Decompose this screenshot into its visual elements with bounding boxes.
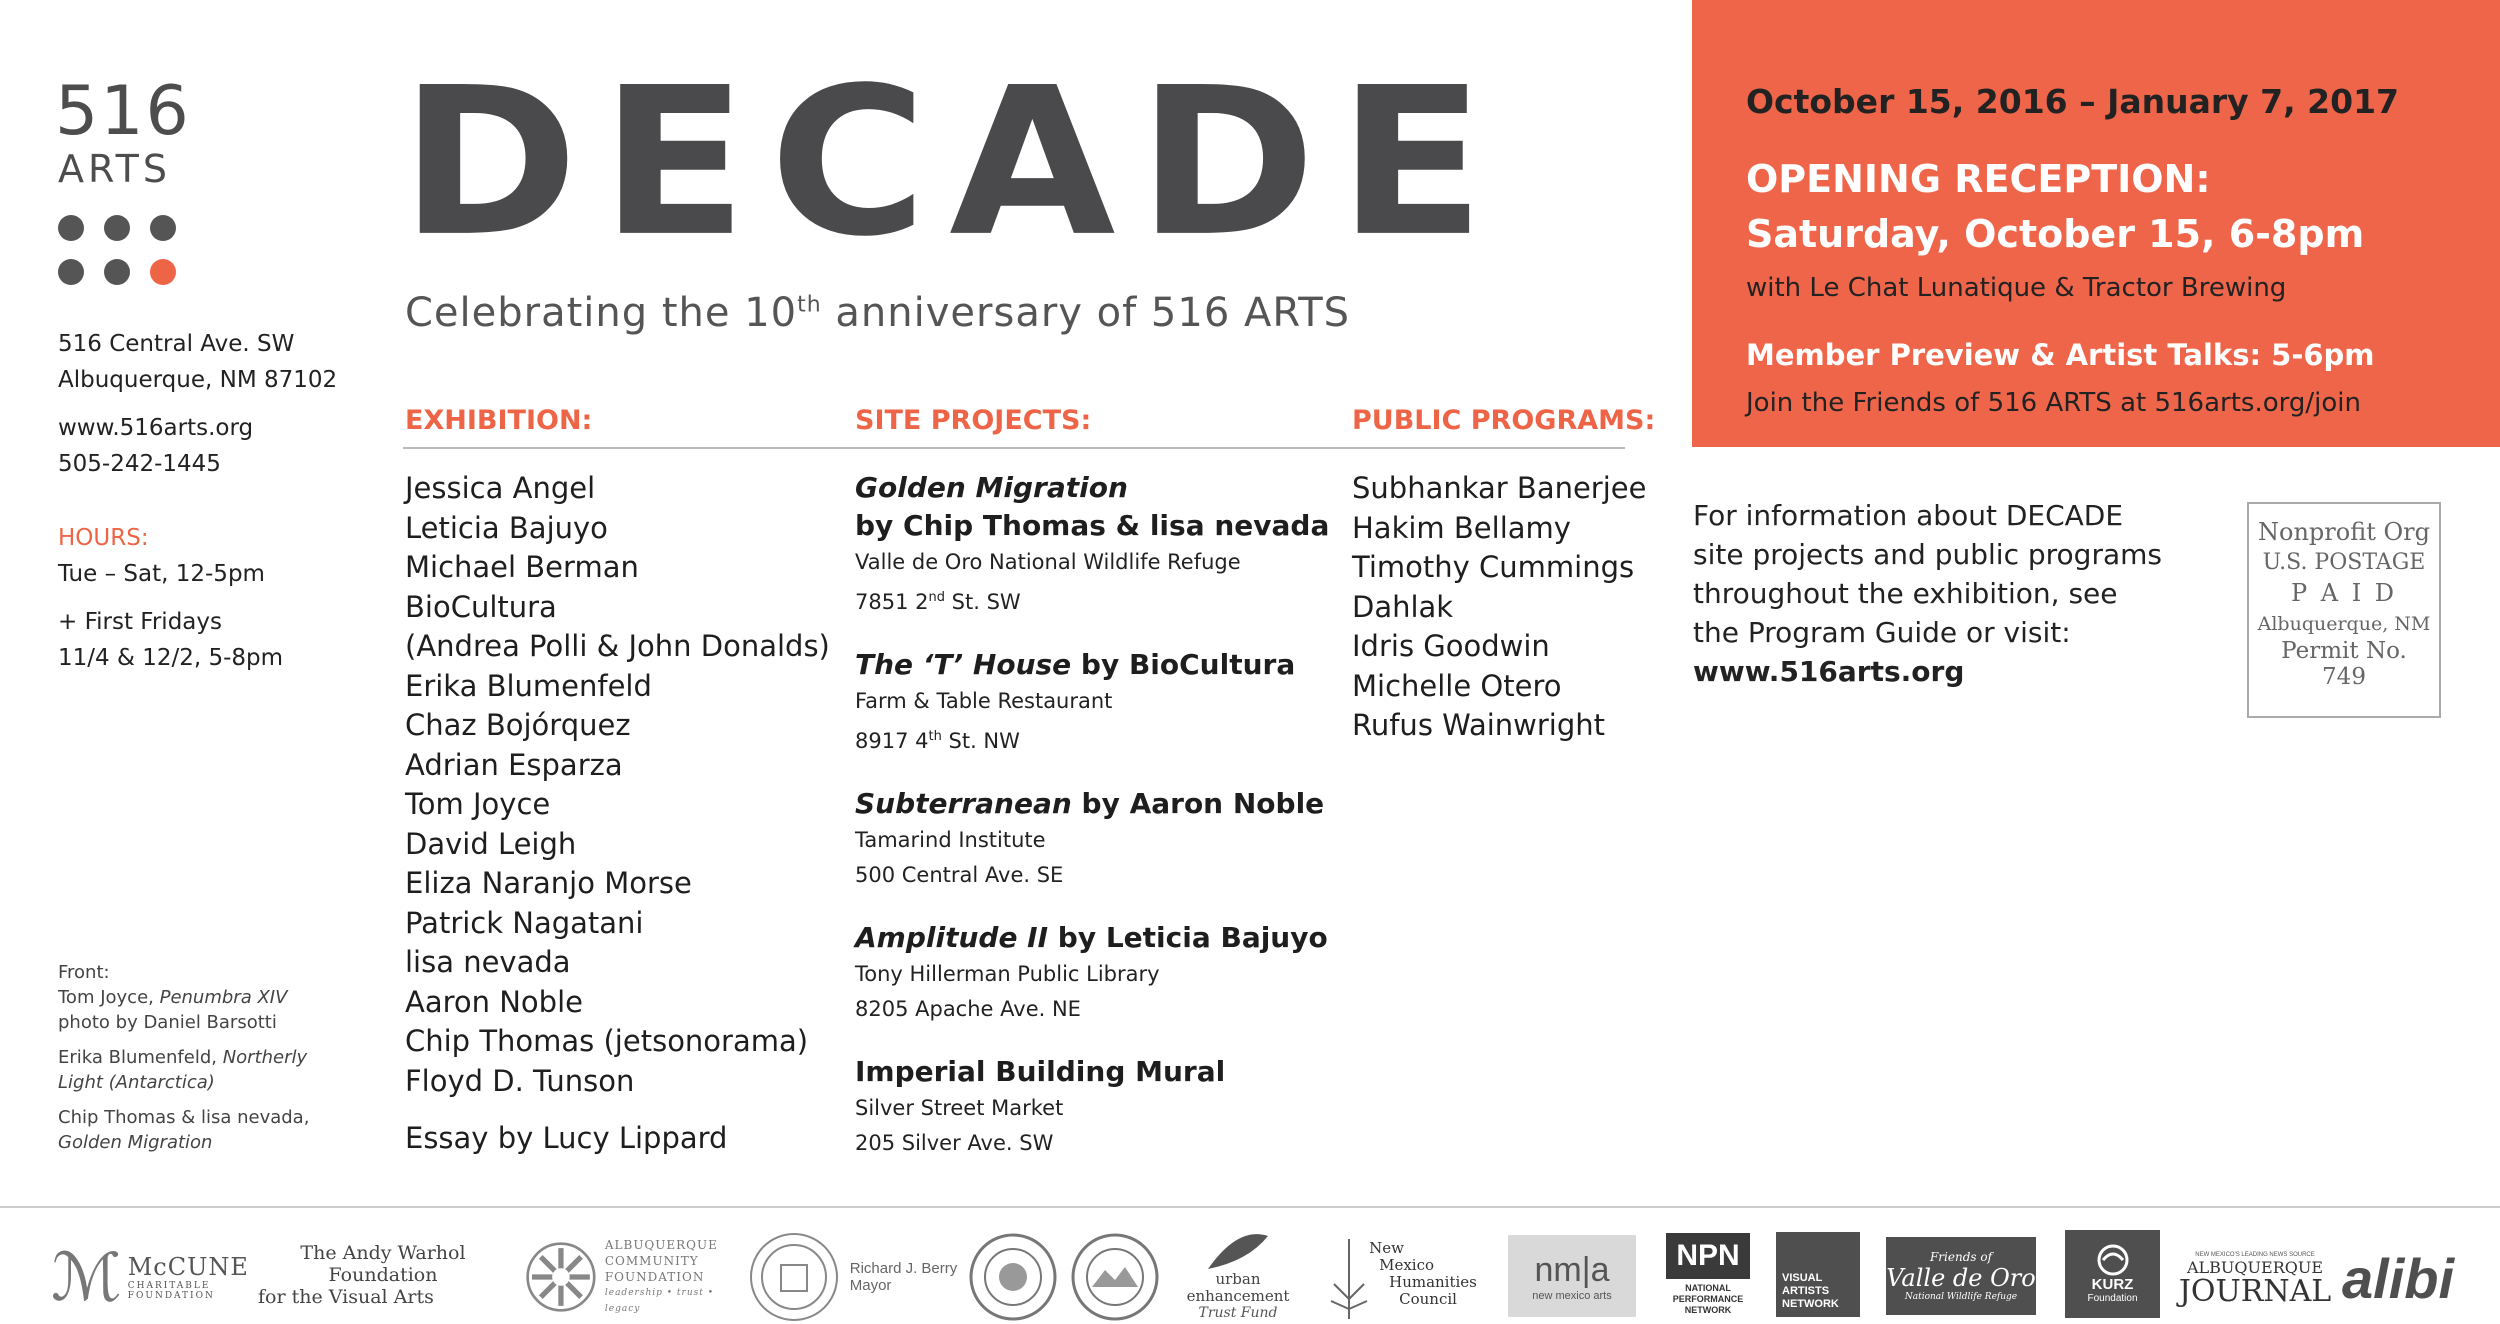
albuquerque-community-foundation-logo [525,1232,735,1322]
city-mayor-logo [745,1232,960,1322]
project-title: Subterranean [855,787,1072,820]
project-artist: by BioCultura [1071,648,1296,681]
acf-line: FOUNDATION [604,1270,705,1284]
stamp-line: Nonprofit Org [2258,518,2430,546]
nm-humanities-council-logo [1318,1226,1488,1322]
list-item: Michael Berman [405,550,639,584]
list-item: Michelle Otero [1352,668,1562,703]
info-line: For information about DECADE [1693,499,2124,532]
list-item: lisa nevada [405,945,571,979]
exhibition-header: EXHIBITION: [405,405,593,436]
list-item: Tom Joyce [405,787,551,821]
logo-dot [58,215,84,241]
warhol-foundation-logo [258,1240,508,1310]
abqj-line: JOURNAL [2178,1273,2332,1309]
postage-indicia [2247,502,2441,718]
info-line: site projects and public programs [1693,538,2162,571]
valle-de-oro-logo [1886,1237,2036,1315]
logo-number: 516 [55,72,191,151]
website-link[interactable]: www.516arts.org [58,415,254,441]
member-preview: Member Preview & Artist Talks: 5-6pm [1746,338,2375,372]
stamp-line: P A I D [2290,579,2398,607]
mccune-name: McCUNE [127,1253,249,1281]
abqj-tagline: NEW MEXICO'S LEADING NEWS SOURCE [2195,1251,2315,1258]
hours [58,520,283,676]
urban-enhancement-logo [1168,1230,1308,1322]
project-address: 7851 2nd St. SW [855,590,1021,614]
npn-mark-icon: NPN [1666,1233,1750,1279]
urban-line: enhancement [1186,1287,1290,1305]
alibi-logo: alibi [2342,1247,2455,1310]
mccune-m-icon: ℳ [51,1238,122,1316]
logo-dot-accent [150,259,176,285]
county-seal-icon [1070,1232,1160,1322]
list-item: BioCultura [405,589,557,624]
address-line: Albuquerque, NM 87102 [58,367,338,393]
reception-guests: with Le Chat Lunatique & Tractor Brewing [1746,273,2287,303]
logo-dot [150,215,176,241]
npn-line: PERFORMANCE [1672,1294,1744,1304]
hours-line: Tue – Sat, 12-5pm [58,561,265,587]
list-item: Timothy Cummings [1352,550,1635,584]
mayor-name: Richard J. Berry [849,1260,958,1277]
page-title: DECADE [400,42,1507,282]
logo-dot [104,215,130,241]
essay-credit: Essay by Lucy Lippard [405,1121,728,1155]
info-line: throughout the exhibition, see [1693,577,2118,610]
column-divider [403,447,1625,449]
project-location: Silver Street Market [855,1096,1064,1120]
reception-date: Saturday, October 15, 6-8pm [1746,212,2365,256]
stamp-line: 749 [2322,664,2366,690]
opening-reception [1746,152,2364,262]
list-item: Adrian Esparza [405,747,623,782]
site-project [855,646,1329,759]
van-line: VISUAL [1782,1272,1823,1284]
project-title: Imperial Building Mural [855,1055,1226,1088]
nma-mark: nm|a [1534,1250,1610,1289]
list-item: Rufus Wainwright [1352,708,1606,742]
project-location: Farm & Table Restaurant [855,689,1113,713]
van-line: ARTISTS [1782,1285,1830,1297]
acf-line: COMMUNITY [604,1254,699,1268]
exhibition-list [405,469,830,1159]
list-item: Eliza Naranjo Morse [405,866,692,900]
warhol-line: for the Visual Arts [258,1286,434,1308]
nmhc-line: Council [1399,1290,1457,1308]
vdo-line: Friends of [1929,1250,1993,1264]
npn-line: NETWORK [1684,1305,1732,1315]
list-item: Jessica Angel [405,471,596,505]
event-panel [1692,0,2500,447]
nmhc-line: New [1369,1239,1404,1257]
nm-arts-logo [1508,1235,1636,1317]
list-item: Idris Goodwin [1352,629,1550,663]
project-title: Golden Migration [855,471,1128,504]
stamp-line: U.S. POSTAGE [2262,550,2426,575]
list-item: Chip Thomas (jetsonorama) [405,1024,809,1058]
city-seal-icon [748,1231,840,1323]
site-project [855,919,1329,1027]
credit-work: Light (Antarctica) [58,1072,215,1093]
exhibition-dates: October 15, 2016 – January 7, 2017 [1746,82,2400,121]
npn-line: NATIONAL [1685,1283,1731,1293]
address [58,326,337,398]
site-project [855,469,1329,620]
hours-label: HOURS: [58,525,149,551]
public-programs-header: PUBLIC PROGRAMS: [1352,405,1656,436]
footer-divider [0,1206,2500,1208]
mccune-logo [51,1232,249,1322]
project-artist: by Chip Thomas & lisa nevada [855,509,1330,542]
yucca-icon [1329,1229,1369,1319]
list-item: Hakim Bellamy [1352,510,1571,545]
project-artist: by Aaron Noble [1071,787,1325,820]
list-item: Leticia Bajuyo [405,510,608,545]
vdo-line: Valle de Oro [1886,1264,2036,1292]
vdo-line: National Wildlife Refuge [1904,1292,2018,1302]
list-item: (Andrea Polli & John Donalds) [405,629,830,663]
list-item: Dahlak [1352,589,1454,624]
kurz-foundation-logo [2065,1230,2160,1318]
front-credits [58,960,309,1155]
mayor-title: Mayor [849,1277,892,1294]
join-friends: Join the Friends of 516 ARTS at 516arts.org/join [1746,388,2361,418]
acf-tagline: leadership • trust • legacy [604,1288,715,1314]
urban-line: urban [1215,1270,1261,1288]
project-title: The ‘T’ House [855,648,1072,681]
credit-work: Penumbra XIV [159,987,288,1008]
project-address: 205 Silver Ave. SW [855,1131,1054,1155]
phone-number: 505-242-1445 [58,451,221,477]
logo-word: ARTS [58,147,171,191]
list-item: Aaron Noble [405,984,583,1019]
site-projects [855,469,1329,1161]
info-line: the Program Guide or visit: [1693,616,2071,649]
city-council-seal-icon [968,1232,1058,1322]
abqj-line: ALBUQUERQUE [2186,1257,2324,1277]
albuquerque-journal-logo [2180,1246,2330,1312]
nma-name: new mexico arts [1532,1289,1612,1302]
credit-work: Northerly [222,1047,308,1068]
hours-line: 11/4 & 12/2, 5-8pm [58,645,284,671]
site-project [855,785,1329,893]
project-location: Tamarind Institute [855,828,1046,852]
npn-logo [1662,1232,1754,1317]
credit-photo: photo by Daniel Barsotti [58,1012,277,1033]
site-project [855,1053,1329,1161]
project-artist: by Leticia Bajuyo [1048,921,1328,954]
nmhc-line: Humanities [1389,1273,1477,1291]
website-link[interactable]: www.516arts.org [1693,655,1965,688]
list-item: Chaz Bojórquez [405,708,631,742]
list-item: Patrick Nagatani [405,905,644,940]
public-programs-list [1352,469,1646,746]
contact [58,410,253,482]
list-item: Floyd D. Tunson [405,1063,635,1098]
nmhc-line: Mexico [1379,1256,1435,1274]
van-line: NETWORK [1782,1298,1839,1310]
credit-artist: Chip Thomas & lisa nevada, [58,1107,310,1128]
list-item: David Leigh [405,826,577,861]
kurz-emblem-icon [2095,1244,2131,1276]
credit-artist: Erika Blumenfeld, [58,1047,223,1068]
kurz-line: KURZ [2091,1276,2134,1293]
warhol-line: The Andy Warhol Foundation [300,1242,466,1286]
program-info [1693,496,2162,691]
site-projects-header: SITE PROJECTS: [855,405,1092,436]
credit-artist: Tom Joyce, [58,987,160,1008]
logo-dot [58,259,84,285]
acf-sunburst-icon [525,1236,597,1318]
kurz-line: Foundation [2087,1293,2138,1304]
urban-line: Trust Fund [1198,1305,1278,1321]
project-address: 8205 Apache Ave. NE [855,997,1081,1021]
reception-heading: OPENING RECEPTION: [1746,157,2211,201]
list-item: Erika Blumenfeld [405,668,652,703]
visual-artists-network-logo [1776,1232,1860,1317]
stamp-line: Permit No. [2281,638,2407,664]
address-line: 516 Central Ave. SW [58,331,295,357]
subtitle: Celebrating the 10th anniversary of 516 ARTS [405,290,1351,336]
credit-label: Front: [58,962,110,983]
acf-line: ALBUQUERQUE [604,1238,718,1252]
project-location: Tony Hillerman Public Library [855,962,1160,986]
credit-work: Golden Migration [58,1132,213,1153]
logo-dot [104,259,130,285]
mccune-sub: CHARITABLE FOUNDATION [127,1281,215,1301]
list-item: Subhankar Banerjee [1352,471,1647,505]
stamp-line: Albuquerque, NM [2257,613,2431,635]
project-address: 8917 4th St. NW [855,729,1020,753]
project-title: Amplitude II [855,921,1049,954]
project-address: 500 Central Ave. SE [855,863,1064,887]
hours-line: + First Fridays [58,609,222,635]
project-location: Valle de Oro National Wildlife Refuge [855,550,1241,574]
urban-leaf-icon [1203,1231,1273,1271]
